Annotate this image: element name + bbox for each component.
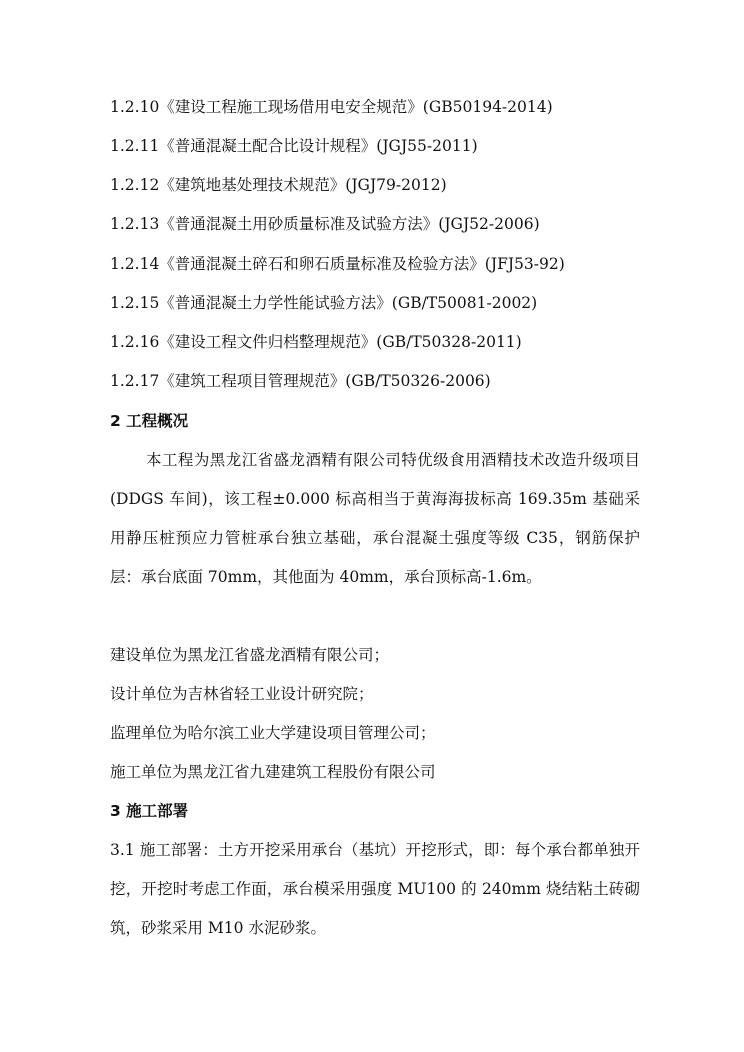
unit-line-contractor: 施工单位为黑龙江省九建建筑工程股份有限公司 xyxy=(110,763,436,781)
deployment-paragraph: 3.1 施工部署：土方开挖采用承台（基坑）开挖形式，即：每个承台都单独开挖，开挖时考虑工作面，承台模采用强度 MU100 的 240mm 烧结粘土砖砌筑，砂浆采用 M10 水泥砂浆。 xyxy=(110,841,640,937)
unit-line-supervisor: 监理单位为哈尔滨工业大学建设项目管理公司； xyxy=(110,724,436,742)
ref-item: 1.2.17《建筑工程项目管理规范》(GB/T50326-2006) xyxy=(110,372,491,390)
section-heading-overview: 2 工程概况 xyxy=(110,412,189,430)
ref-item: 1.2.13《普通混凝土用砂质量标准及试验方法》(JGJ52-2006) xyxy=(110,215,540,233)
ref-item: 1.2.16《建设工程文件归档整理规范》(GB/T50328-2011) xyxy=(110,333,522,351)
ref-item: 1.2.11《普通混凝土配合比设计规程》(JGJ55-2011) xyxy=(110,137,478,155)
unit-line-owner: 建设单位为黑龙江省盛龙酒精有限公司； xyxy=(110,646,390,664)
unit-line-designer: 设计单位为吉林省轻工业设计研究院； xyxy=(110,685,374,703)
ref-item: 1.2.14《普通混凝土碎石和卵石质量标准及检验方法》(JFJ53-92) xyxy=(110,255,565,273)
ref-item: 1.2.12《建筑地基处理技术规范》(JGJ79-2012) xyxy=(110,176,447,194)
overview-paragraph: 本工程为黑龙江省盛龙酒精有限公司特优级食用酒精技术改造升级项目(DDGS 车间)，该工程±0.000 标高相当于黄海海拔标高 169.35m 基础采用静压桩预应力管桩承台独立基础，承台混凝土强度等级 C35，钢筋保护层：承台底面 70mm，其他面为 40mm，承台顶标高-1.6m。 xyxy=(110,451,640,586)
section-heading-deployment: 3 施工部署 xyxy=(110,802,189,820)
ref-item: 1.2.10《建设工程施工现场借用电安全规范》(GB50194-2014) xyxy=(110,98,553,116)
ref-item: 1.2.15《普通混凝土力学性能试验方法》(GB/T50081-2002) xyxy=(110,294,538,312)
